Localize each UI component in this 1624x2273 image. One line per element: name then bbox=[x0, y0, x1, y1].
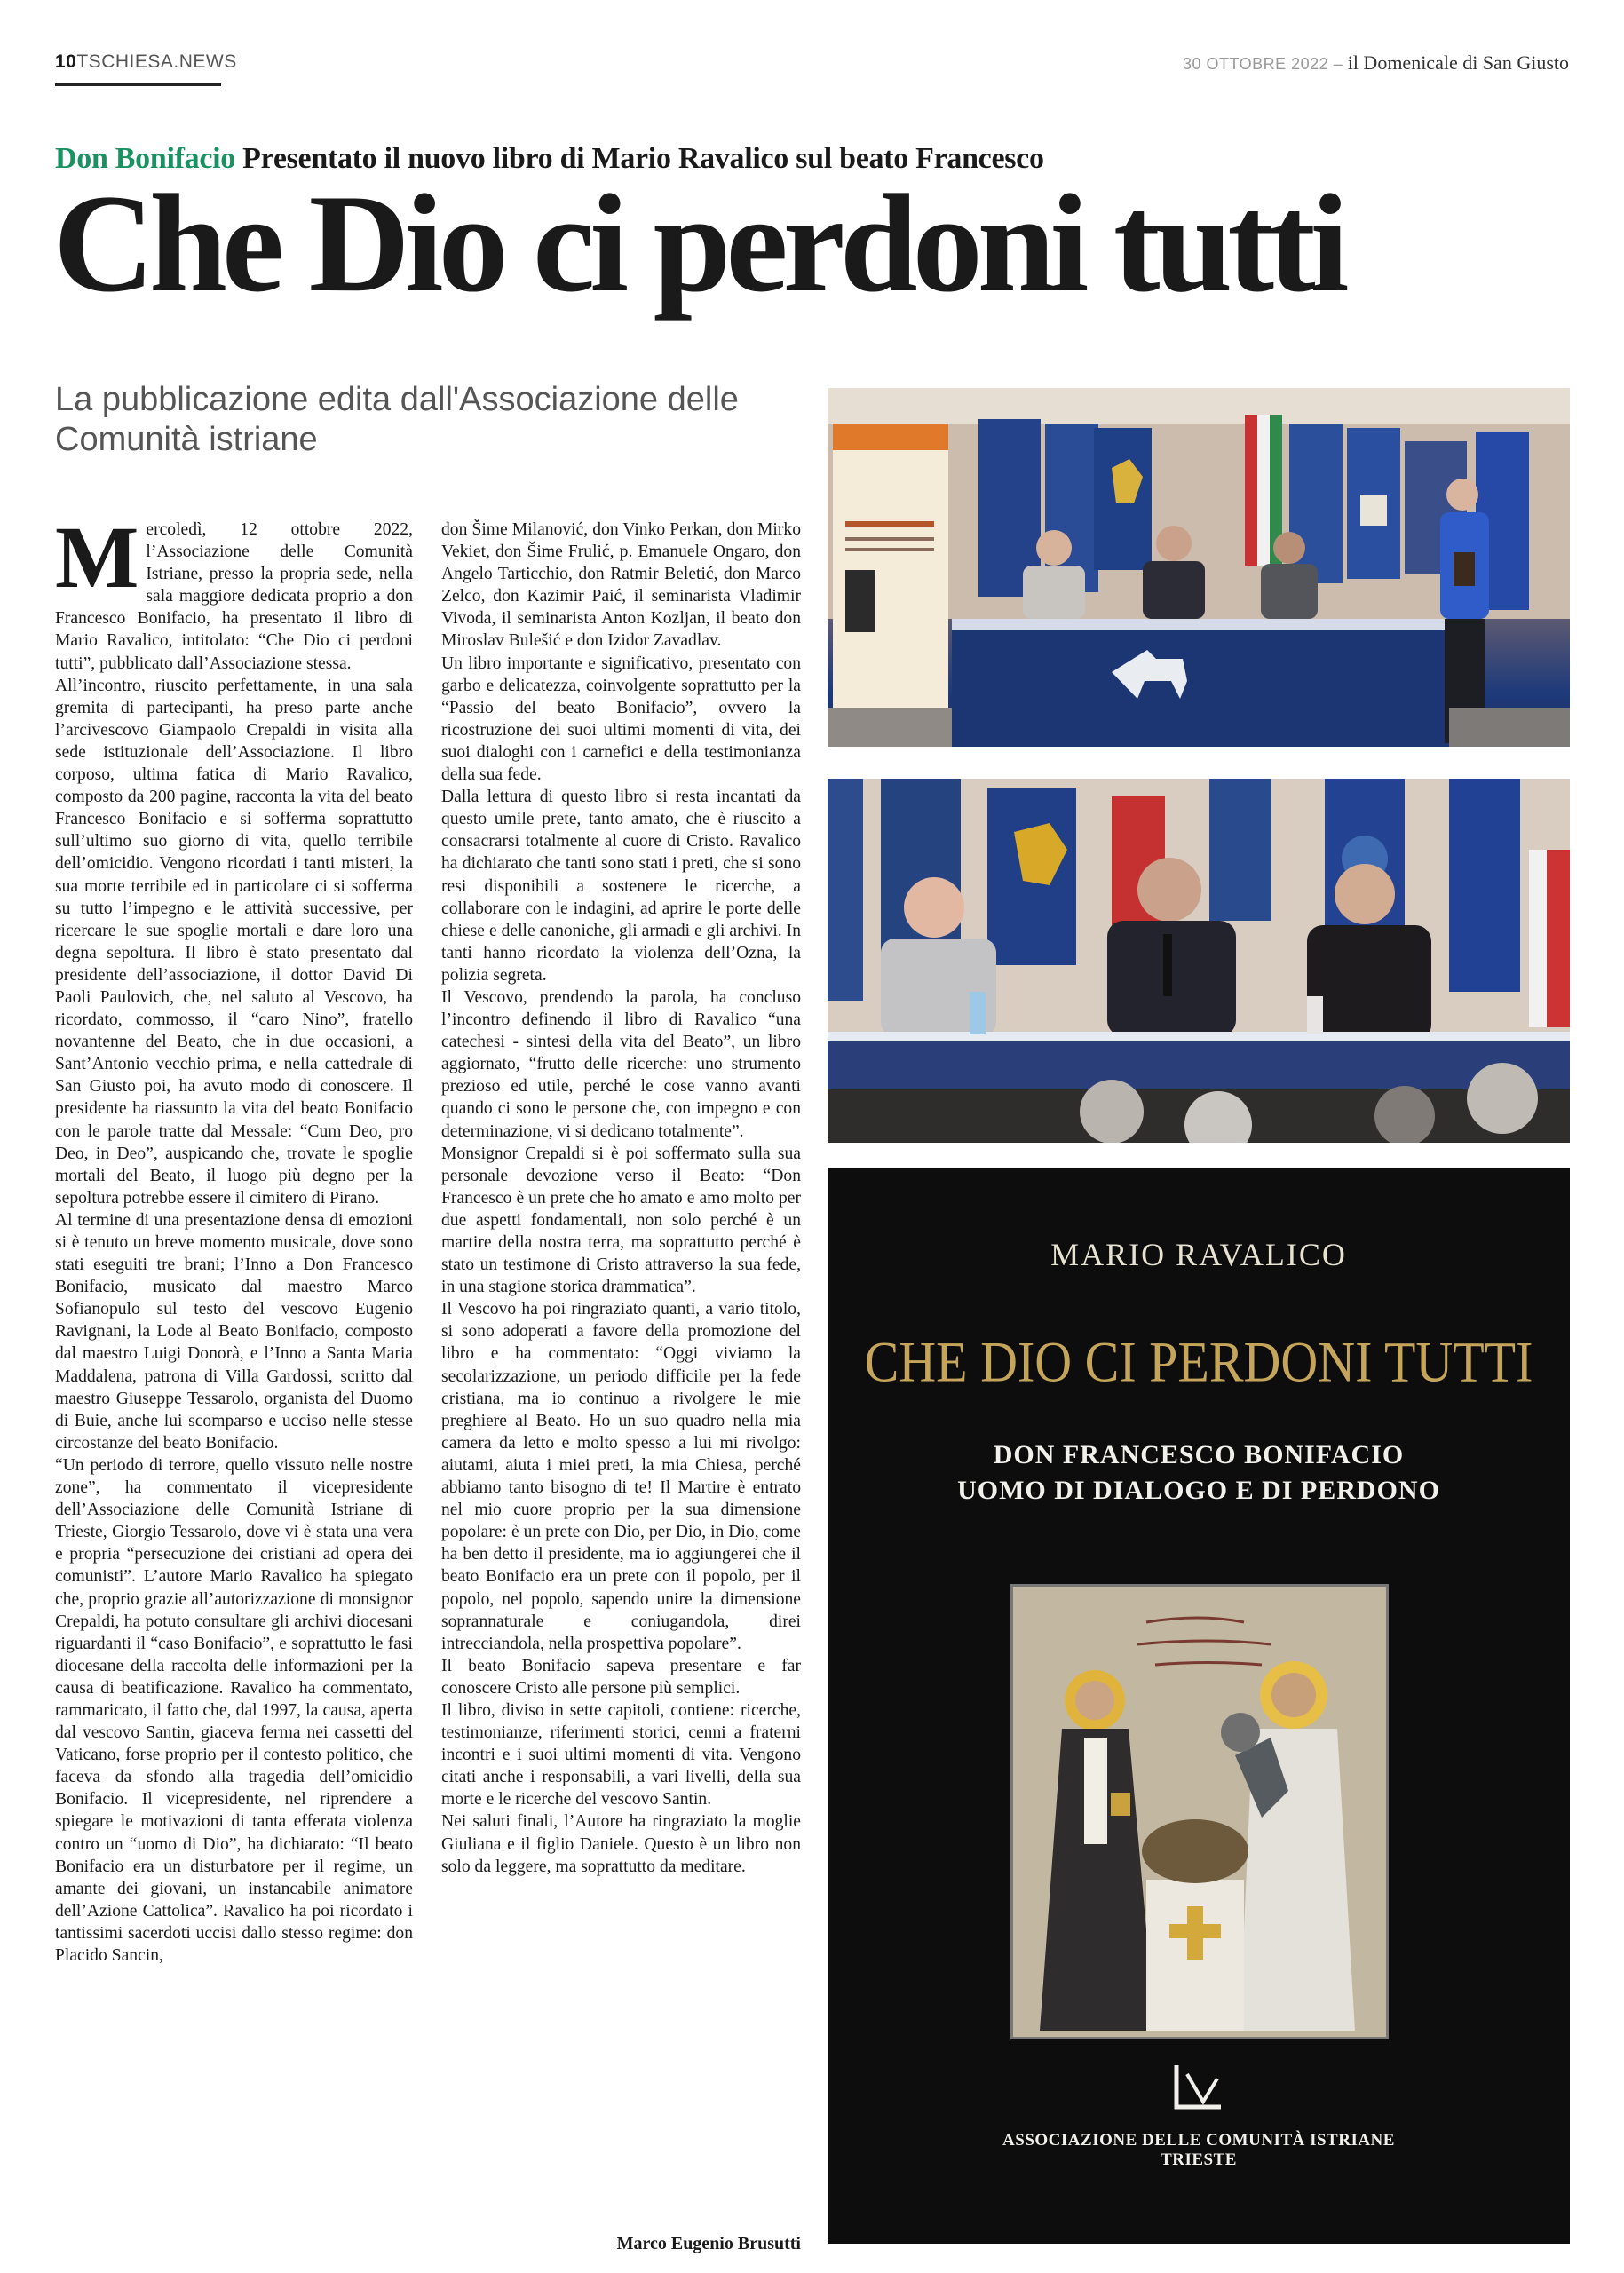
paragraph: Un libro importante e significativo, presentato con garbo e delicatezza, coinvolgente soprattutto per la “Passio del beato Bonifacio”, ovvero la ricostruzione dei suoi ultimi momenti di vita, dei suoi dialoghi con i carnefici e della testimonianza della sua fede. bbox=[441, 653, 801, 785]
site-name[interactable]: TSCHIESA.NEWS bbox=[76, 51, 237, 72]
paragraph: Dalla lettura di questo libro si resta incantati da questo umile prete, tanto amato, che è riuscito a consacrarsi totalmente al cuore di Cristo. Ravalico ha dichiarato che tanti sono stati i preti, che si sono resi disponibili a sostenere le ricerche, a collaborare con le indagini, ad aprire le porte delle chiese e delle canoniche, gli armadi e gli archivi. In tanti hanno ricordato la violenza dell’Ozna, la polizia segreta. bbox=[441, 788, 801, 985]
article-column-2 bbox=[441, 519, 801, 1878]
cover-mosaic-image bbox=[1010, 1584, 1389, 2039]
kicker-tag: Don Bonifacio bbox=[55, 142, 235, 175]
paragraph-text: ercoledì, 12 ottobre 2022, l’Associazione delle Comunità Istriane, presso la propria sede, nella sala maggiore dedicata proprio a don Francesco Bonifacio, ha presentato il libro di Mario Ravalico, intitolato: “Che Dio ci perdoni tutti”, pubblicato dall’Associazione stessa. bbox=[55, 520, 413, 673]
paragraph: Il Vescovo ha poi ringraziato quanti, a vario titolo, si sono adoperati a favore della promozione del libro e ha commentato: “Oggi viviamo la secolarizzazione, un periodo difficile per la fede cristiana, ma io continuo a rivolgere le mie preghiere al Beato. Ho un suo quadro nella mia camera da letto e molto spesso a lui mi rivolgo: aiutami, aiuta i miei preti, la mia Chiesa, perché abbiamo tanto bisogno di te! Il Martire è entrato nel mio cuore proprio per la sua dimensione popolare: è un prete con Dio, per Dio, in Dio, come ha ben detto il presidente, ma io aggiungerei che il beato Bonifacio era un prete con il popolo, per il popolo, nel popolo, sapendo unire la dimensione soprannaturale e coniugandola, direi intrecciandola, nella prospettiva popolare”. bbox=[441, 1300, 801, 1653]
issue-date: 30 OTTOBRE 2022 bbox=[1182, 55, 1329, 73]
paragraph: Il Vescovo, prendendo la parola, ha concluso l’incontro definendo il libro di Ravalico “una catechesi - sintesi della vita del Beato”, un libro aggiornato, “frutto delle ricerche: uno strumento prezioso ed utile, perché le cose vanno avanti quando ci sono le persone che, con impegno e con determinazione, vi si dedicano totalmente”. bbox=[441, 987, 801, 1141]
paragraph: “Un periodo di terrore, quello vissuto nelle nostre zone”, ha commentato il vicepresidente dell’Associazione delle Comunità Istriane di Trieste, Giorgio Tessarolo, dove vi è stata una vera e propria “persecuzione dei cristiani ad opera dei comunisti”. L’autore Mario Ravalico ha spiegato che, proprio grazie all’autorizzazione di monsignor Crepaldi, ha potuto consultare gli archivi diocesani riguardanti il “caso Bonifacio”, e soprattutto le fasi diocesane della raccolta delle informazioni per la causa di beatificazione. Ravalico ha commentato, rammaricato, il fatto che, dal 1997, la causa, aperta dal vescovo Santin, giaceva ferma nei cassetti del Vaticano, forse proprio per il contesto politico, che faceva da sfondo alla tragedia dell’omicidio Bonifacio. Il vicepresidente, nel riprendere a spiegare le motivazioni di tanta efferata violenza contro un “uomo di Dio”, ha dichiarato: “Il beato Bonifacio era un disturbatore per il regime, un amante dei giovani, un instancabile animatore dell’Azione Cattolica”. Ravalico ha poi ricordato i tantissimi sacerdoti uccisi dallo stesso regime: don Placido Sancin, bbox=[55, 1455, 413, 1965]
cover-city: TRIESTE bbox=[1161, 2150, 1237, 2169]
article-byline: Marco Eugenio Brusutti bbox=[616, 2234, 801, 2253]
paragraph: All’incontro, riuscito perfettamente, in una sala gremita di partecipanti, ha preso parte anche l’arcivescovo Giampaolo Crepaldi in visita alla sede istituzionale dell’Associazione. Il libro corposo, ultima fatica di Mario Ravalico, composto da 200 pagine, racconta la vita del beato Francesco Bonifacio e si sofferma soprattutto sull’ultimo suo giorno di vita, quello terribile dell’omicidio. Vengono ricordati i tanti misteri, la sua morte terribile ed in particolare ci si sofferma su tutto l’impegno e le attività successive, per ricercare le sue spoglie mortali e dare loro una degna sepoltura. Il libro è stato presentato dal presidente dell’associazione, il dottor David Di Paoli Paulovich, che, nel saluto al Vescovo, ha ricordato, commosso, il “caro Nino”, fratello novantenne del Beato, che in due occasioni, a Sant’Antonio vecchio prima, e nella cattedrale di San Giusto poi, ha avuto modo di conoscere. Il presidente ha riassunto la vita del beato Bonifacio con le parole tratte dal Messale: “Cum Deo, pro Deo, in Deo”, auspicando che, trovate le spoglie mortali del Beato, il luogo più degno per la sepoltura potrebbe essere il cimitero di Pirano. bbox=[55, 676, 413, 1208]
header-underline bbox=[55, 83, 221, 86]
paragraph: Il beato Bonifacio sapeva presentare e far conoscere Cristo alle persone più semplici. bbox=[441, 1656, 801, 1698]
article-title: Che Dio ci perdoni tutti bbox=[53, 166, 1344, 321]
kicker-text: Presentato il nuovo libro di Mario Ravalico sul beato Francesco bbox=[242, 142, 1044, 175]
conference-photo-panel bbox=[828, 388, 1570, 747]
paragraph bbox=[55, 508, 413, 675]
publication-name: il Domenicale di San Giusto bbox=[1347, 51, 1569, 74]
paragraph: Al termine di una presentazione densa di emozioni si è tenuto un breve momento musicale, dove sono stati eseguiti tre brani; l’Inno a Don Francesco Bonifacio, musicato dal maestro Marco Sofianopulo sul testo del vescovo Eugenio Ravignani, la Lode al Beato Bonifacio, composto dal maestro Luigi Donorà, e l’Inno a Santa Maria Maddalena, patrona di Villa Gardossi, scritto dal maestro Giuseppe Tessarolo, organista del Duomo di Buie, anche lui scomparso e ucciso nelle stesse circostanze del beato Bonifacio. bbox=[55, 1210, 413, 1453]
article-column-1 bbox=[55, 508, 413, 1967]
publisher-logo-icon bbox=[1168, 2061, 1230, 2114]
book-cover bbox=[828, 1168, 1570, 2244]
cover-title: CHE DIO CI PERDONI TUTTI bbox=[864, 1329, 1533, 1394]
mosaic-icon bbox=[1013, 1587, 1386, 2037]
cover-subtitle-line-1: DON FRANCESCO BONIFACIO bbox=[993, 1440, 1405, 1469]
cover-publisher: ASSOCIAZIONE DELLE COMUNITÀ ISTRIANE bbox=[1002, 2131, 1395, 2150]
conference-photo-speakers-icon bbox=[828, 779, 1570, 1143]
publisher-logo bbox=[1168, 2061, 1230, 2114]
paragraph: don Šime Milanović, don Vinko Perkan, don Mirko Vekiet, don Šime Frulić, p. Emanuele Ongaro, don Angelo Tarticchio, don Ratmir Beletić, don Marco Zelco, don Kazimir Paić, il seminarista Vladimir Vivoda, il seminarista Anton Kozljan, il beato don Miroslav Bulešić e don Izidor Zavadlav. bbox=[441, 520, 801, 651]
page-number: 10 bbox=[55, 51, 77, 72]
header-separator: – bbox=[1333, 55, 1343, 73]
drop-cap: M bbox=[55, 508, 139, 606]
article-subtitle: La pubblicazione edita dall'Associazione delle Comunità istriane bbox=[55, 381, 739, 458]
page-header-left bbox=[55, 51, 237, 73]
page-header-right bbox=[1183, 51, 1569, 75]
paragraph: Monsignor Crepaldi si è poi soffermato sulla sua personale devozione verso il Beato: “Don Francesco è un prete che ho amato e amo molto per due aspetti fondamentali, non solo perché è un martire della nostra terra, ma soprattutto perché è stato un testimone di Cristo attraverso la sua fede, in una stagione storica drammatica”. bbox=[441, 1144, 801, 1297]
conference-photo-speakers bbox=[828, 779, 1570, 1143]
cover-author: MARIO RAVALICO bbox=[1050, 1237, 1347, 1272]
cover-subtitle-line-2: UOMO DI DIALOGO E DI PERDONO bbox=[957, 1476, 1440, 1505]
paragraph: Nei saluti finali, l’Autore ha ringraziato la moglie Giuliana e il figlio Daniele. Questo è un libro non solo da leggere, ma soprattutto da meditare. bbox=[441, 1812, 801, 1876]
conference-photo-panel-icon bbox=[828, 388, 1570, 747]
paragraph: Il libro, diviso in sette capitoli, contiene: ricerche, testimonianze, riferimenti storici, cenni a fraterni incontri e i suoi ultimi momenti di vita. Vengono citati anche i responsabili, a vari livelli, della sua morte e le ricerche del vescovo Santin. bbox=[441, 1700, 801, 1810]
